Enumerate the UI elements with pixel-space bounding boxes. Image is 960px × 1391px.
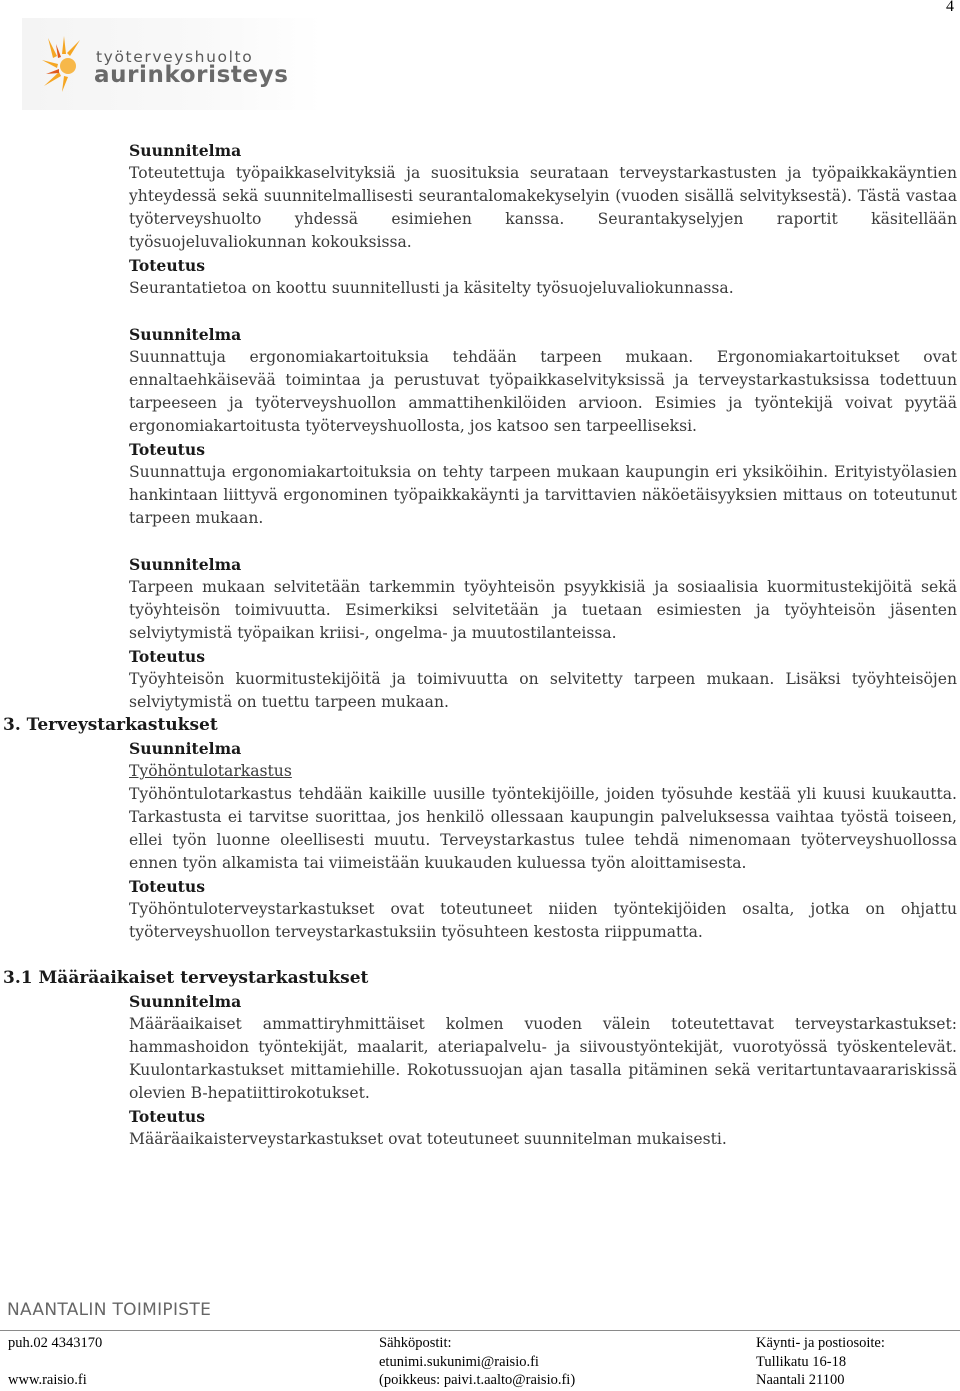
- footer-title: NAANTALIN TOIMIPISTE: [7, 1300, 212, 1320]
- subheading: Työhöntulotarkastus: [129, 762, 292, 780]
- document-body: [3, 139, 957, 1151]
- plan-text: Työhöntulotarkastus tehdään kaikille uusille työntekijöille, joiden työsuhde kestää yli kuusi kuukautta. Tarkastusta ei tarvitse suorittaa, jos henkilö ollessaan kaupungin palveluksessa vaihtaa työstä toiseen, ellei työn luonne oleellisesti muutu. Terveystarkastus tulee tehdä nimenomaan työterveyshuollossa ennen työn alkamista tai viimeistään kuukauden kuluessa työn aloittamisesta.: [129, 785, 957, 872]
- implementation-text: Työhöntuloterveystarkastukset ovat toteutuneet niiden työntekijöiden osalta, jotka on ohjattu työterveyshuollon terveystarkastuksiin työsuhteen kestosta riippumatta.: [129, 900, 957, 941]
- company-logo: [22, 18, 322, 110]
- section-3-1: [3, 967, 957, 1151]
- implementation-text: Suunnattuja ergonomiakartoituksia on tehty tarpeen mukaan kaupungin eri yksiköihin. Erityistyölasien hankintaan liittyvä ergonominen työpaikkakäynti ja tarvittavien näköetäisyyksien mittaus on toteutunut tarpeen mukaan.: [129, 463, 957, 527]
- sun-burst-icon: [42, 34, 98, 94]
- plan-text: Toteutettuja työpaikkaselvityksiä ja suosituksia seurataan terveystarkastusten ja työpaikkakäyntien yhteydessä sekä suunnitelmallisesti seurantalomakekyselyin (vuoden sisällä selvityksestä). Tästä vastaa työterveyshuolto yhdessä esimiehen kanssa. Seurantakyselyjen raportit käsitellään työsuojeluvaliokunnan kokouksissa.: [129, 164, 957, 251]
- footer-website[interactable]: www.raisio.fi: [8, 1372, 87, 1388]
- section-3: [3, 714, 957, 944]
- implementation-label: Toteutus: [129, 1107, 205, 1126]
- footer-street: Tullikatu 16-18: [756, 1353, 847, 1370]
- block-1: [129, 139, 957, 300]
- footer-email-exception: (poikkeus: paivi.t.aalto@raisio.fi): [379, 1372, 576, 1388]
- implementation-label: Toteutus: [129, 256, 205, 275]
- plan-text: Määräaikaiset ammattiryhmittäiset kolmen vuoden välein toteutettavat terveystarkastukset: hammashoidon työntekijät, maalarit, ateriapalvelu- ja siivoustyöntekijät, vuorotyössä työskentelevät. Kuulontarkastukset mittamiehille. Rokotussuojan ajan tasalla pitäminen sekä veritartuntavaarariskissä olevien B-hepatiittirokotukset.: [129, 1015, 957, 1102]
- plan-text: Tarpeen mukaan selvitetään tarkemmin työyhteisön psyykkisiä ja sosiaalisia kuormitustekijöitä sekä työyhteisön toimivuutta. Esimerkiksi selvitetään ja tuetaan esimiesten ja työyhteisön jäsenten selviytymistä työpaikan kriisi-, ongelma- ja muutostilanteissa.: [129, 578, 957, 642]
- implementation-text: Seurantatietoa on koottu suunnitellusti ja käsitelty työsuojeluvaliokunnassa.: [129, 279, 734, 297]
- footer-phone: puh.02 4343170: [8, 1335, 103, 1351]
- footer-email-label: Sähköpostit:: [379, 1335, 452, 1351]
- plan-label: Suunnitelma: [129, 555, 242, 574]
- footer-contact: [8, 1334, 102, 1390]
- implementation-text: Työyhteisön kuormitustekijöitä ja toimivuutta on selvitetty tarpeen mukaan. Lisäksi työyhteisöjen selviytymistä on tuettu tarpeen mukaan.: [129, 670, 957, 711]
- implementation-label: Toteutus: [129, 877, 205, 896]
- plan-label: Suunnitelma: [129, 739, 242, 758]
- footer-email-address[interactable]: etunimi.sukunimi@raisio.fi: [379, 1353, 539, 1370]
- logo-bottom-text: aurinkoristeys: [94, 62, 289, 88]
- footer-email: [379, 1334, 575, 1390]
- block-2: [129, 323, 957, 530]
- section-heading: 3.1 Määräaikaiset terveystarkastukset: [3, 968, 369, 988]
- logo-top-text: työterveyshuolto: [96, 48, 254, 66]
- plan-label: Suunnitelma: [129, 992, 242, 1011]
- implementation-label: Toteutus: [129, 647, 205, 666]
- block-3: [129, 553, 957, 714]
- footer-city: Naantali 21100: [756, 1372, 845, 1388]
- footer-address: [756, 1334, 885, 1390]
- implementation-label: Toteutus: [129, 440, 205, 459]
- footer-address-label: Käynti- ja postiosoite:: [756, 1335, 885, 1351]
- plan-label: Suunnitelma: [129, 325, 242, 344]
- implementation-text: Määräaikaisterveystarkastukset ovat toteutuneet suunnitelman mukaisesti.: [129, 1130, 727, 1148]
- footer-divider: [0, 1330, 960, 1331]
- plan-text: Suunnattuja ergonomiakartoituksia tehdään tarpeen mukaan. Ergonomiakartoitukset ovat ennaltaehkäisevää toimintaa ja perustuvat työpaikkaselvityksissä ja terveystarkastuksissa todettuun tarpeeseen ja työterveyshuollon ammattihenkilöiden arvioon. Esimies ja työntekijä voivat pyytää ergonomiakartoitusta työterveyshuollosta, jos katsoo sen tarpeelliseksi.: [129, 348, 957, 435]
- plan-label: Suunnitelma: [129, 141, 242, 160]
- page-number: 4: [946, 0, 954, 15]
- section-heading: 3. Terveystarkastukset: [3, 715, 218, 735]
